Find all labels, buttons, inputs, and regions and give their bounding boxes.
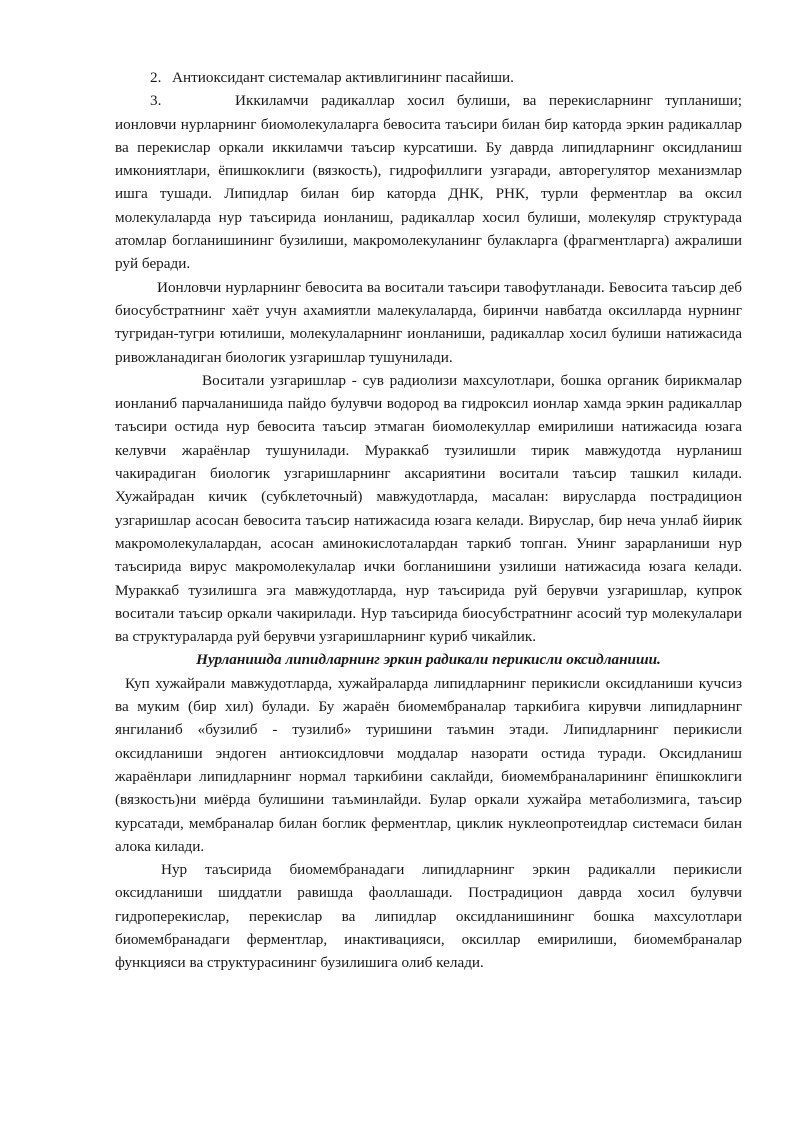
paragraph-direct-action: Ионловчи нурларнинг бевосита ва воситали таъсири тавофутланади. Бевосита таъсир деб биосубстратнинг хаёт учун ахамиятли малекулаларда, биринчи навбатда оксилларда нурнинг тугридан-тугри ютилиши, молекулаларнинг ионланиши, радикаллар хосил булиши натижасида ривожланадиган биологик узгаришлар тушунилади.	[115, 278, 742, 366]
list-item-2	[115, 66, 742, 89]
list-item-text: Иккиламчи радикаллар хосил булиши, ва перекисларнинг тупланиши; ионловчи нурларнинг биомолекулаларга бевосита таъсири билан бир каторда эркин радикаллар ва перекислар оркали иккиламчи таъсир курсатиши. Бу даврда липидларнинг оксидланиш имкониятлари, ёпишкоклиги (вязкость), гидрофиллиги узгаради, авторегулятор механизмлар ишга тушади. Липидлар билан бир каторда ДНК, РНК, турли ферментлар ва оксил молекулаларда нур таъсирида ионланиш, радикаллар хосил булиши, молекуляр структурада атомлар богланишининг бузилиши, макромолекуланинг булакларга (фрагментларга) ажралиши руй беради.	[115, 92, 742, 273]
list-item-text: Антиоксидант системалар активлигининг пасайиши.	[172, 69, 514, 86]
paragraph-radiation-effects: Нур таъсирида биомембранадаги липидларнинг эркин радикалли перикисли оксидланиши шиддатли равишда фаоллашади. Пострадицион даврда хосил булувчи гидроперекислар, перекислар ва липидлар оксидланишининг бошка махсулотлари биомембранадаги ферментлар, инактивацияси, оксиллар емирилиши, биомембраналар функцияси ва структурасининг бузилишига олиб келади.	[115, 861, 742, 972]
list-item-3	[115, 89, 742, 275]
document-page	[115, 66, 742, 975]
list-item-number: 2.	[150, 69, 162, 86]
list-item-number: 3.	[150, 92, 162, 110]
section-heading: Нурланишда липидларнинг эркин радикали перикисли оксидланиши.	[196, 651, 661, 669]
paragraph-indirect-action: Воситали узгаришлар - сув радиолизи махсулотлари, бошка органик бирикмалар ионланиб парчаланишида пайдо булувчи водород ва гидроксил ионлар хамда эркин радикаллар таъсири остида нур бевосита таъсир этмаган биомолекуллар емирилиши натижасида юзага келувчи жараёнлар тушунилади. Мураккаб тузилишли тирик мавжудотда нурланиш чакирадиган биологик узгаришларнинг аксариятини воситали таъсир ташкил килади. Хужайрадан кичик (субклеточный) мавжудотларда, масалан: вирусларда пострадицион узгаришлар асосан бевосита таъсир натижасида юзага келади. Вируслар, бир неча унлаб йирик макромолекулалардан, асосан аминокислоталардан таркиб топган. Унинг зарарланиши нур таъсирида вирус макромолекулалар ички богланишини узилиши натижасида юзага келади. Мураккаб тузилишга эга мавжудотларда, нур таъсирида руй берувчи узгаришлар, купрок воситали таъсир оркали чакирилади. Нур таъсирида биосубстратнинг асосий тур молекулалари ва структураларда руй берувчи узгаришларнинг куриб чикайлик.	[115, 371, 742, 646]
paragraph-lipid-oxidation: Куп хужайрали мавжудотларда, хужайраларда липидларнинг перикисли оксидланиши кучсиз ва муким (бир хил) булади. Бу жараён биомембраналар таркибига кирувчи липидларнинг янгиланиб «бузилиб - тузилиб» туришини таъмин этади. Липидларнинг перикисли оксидланиши эндоген антиоксидловчи моддалар назорати остида туради. Оксидланиш жараёнлари липидларнинг нормал таркибини саклайди, биомембраналарининг ёпишкоклиги (вязкость)ни миёрда булишини таъминлайди. Булар оркали хужайра метаболизмига, таъсир курсатади, мембраналар билан боглик ферментлар, циклик нуклеопротеидлар системаси билан алока килади.	[115, 674, 742, 855]
